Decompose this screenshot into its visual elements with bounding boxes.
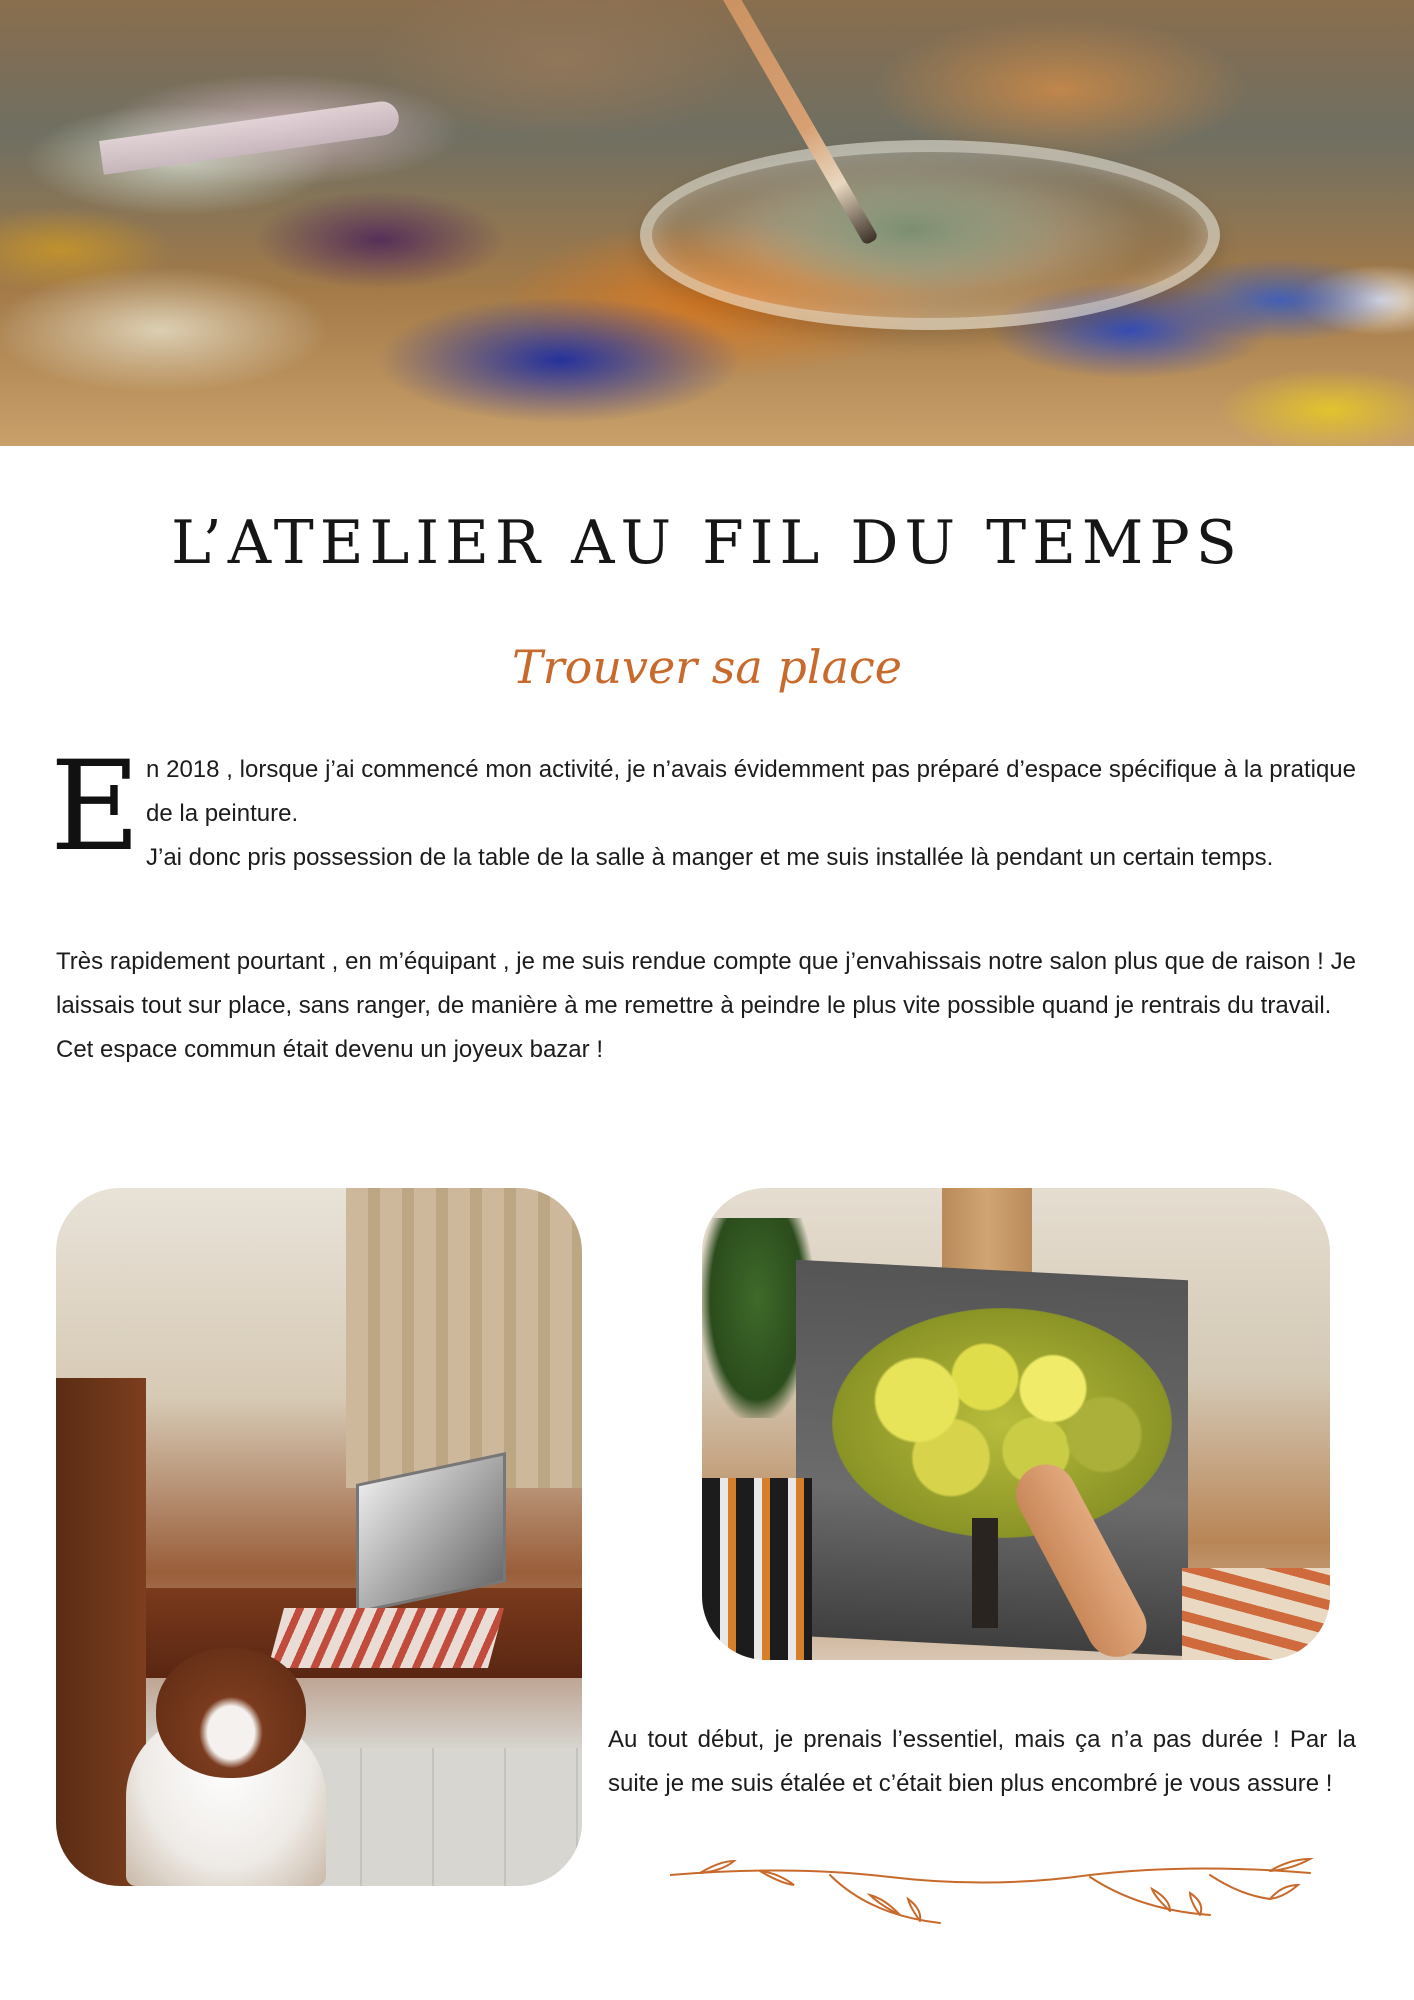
palette-knife <box>99 99 401 174</box>
intro-line-2: J’ai donc pris possession de la table de la salle à manger et me suis installée là pendant un certain temps. <box>146 844 1274 871</box>
intro-paragraph <box>146 748 1356 880</box>
dog-head <box>156 1648 306 1778</box>
drop-cap: E <box>50 735 141 879</box>
paint-tubes <box>702 1478 812 1660</box>
striped-cloth <box>268 1608 504 1668</box>
page-title: L’ATELIER AU FIL DU TEMPS <box>171 508 1243 578</box>
photo-painting-tree <box>702 1188 1330 1660</box>
body-line-2: Cet espace commun était devenu un joyeux bazar ! <box>56 1036 603 1063</box>
page-subtitle: Trouver sa place <box>511 640 903 694</box>
caption-line-1: Au tout début, je prenais l’essentiel, mais ça n’a pas durée ! Par la suite je me suis étalée et c’était bien plus encombré je vous assure ! <box>608 1726 1356 1797</box>
hero-palette-photo <box>0 0 1414 446</box>
leafy-branch-flourish-icon <box>670 1855 1360 1935</box>
intro-line-1: n 2018 , lorsque j’ai commencé mon activité, je n’avais évidemment pas préparé d’espace spécifique à la pratique de la peinture. <box>146 756 1356 827</box>
curtain <box>346 1188 582 1488</box>
painted-tree-trunk <box>972 1518 998 1628</box>
caption-paragraph <box>608 1718 1356 1806</box>
body-paragraph <box>56 940 1356 1072</box>
painted-tree-foliage <box>832 1308 1172 1538</box>
glass-dish <box>640 140 1220 330</box>
striped-cloth <box>1182 1568 1330 1660</box>
easel-top <box>942 1188 1032 1278</box>
photo-dining-table-dog <box>56 1188 582 1886</box>
body-line-1: Très rapidement pourtant , en m’équipant , je me suis rendue compte que j’envahissais notre salon plus que de raison ! Je laissais tout sur place, sans ranger, de manière à me remettre à peindre le plus vite possible quand je rentrais du travail. <box>56 948 1356 1019</box>
